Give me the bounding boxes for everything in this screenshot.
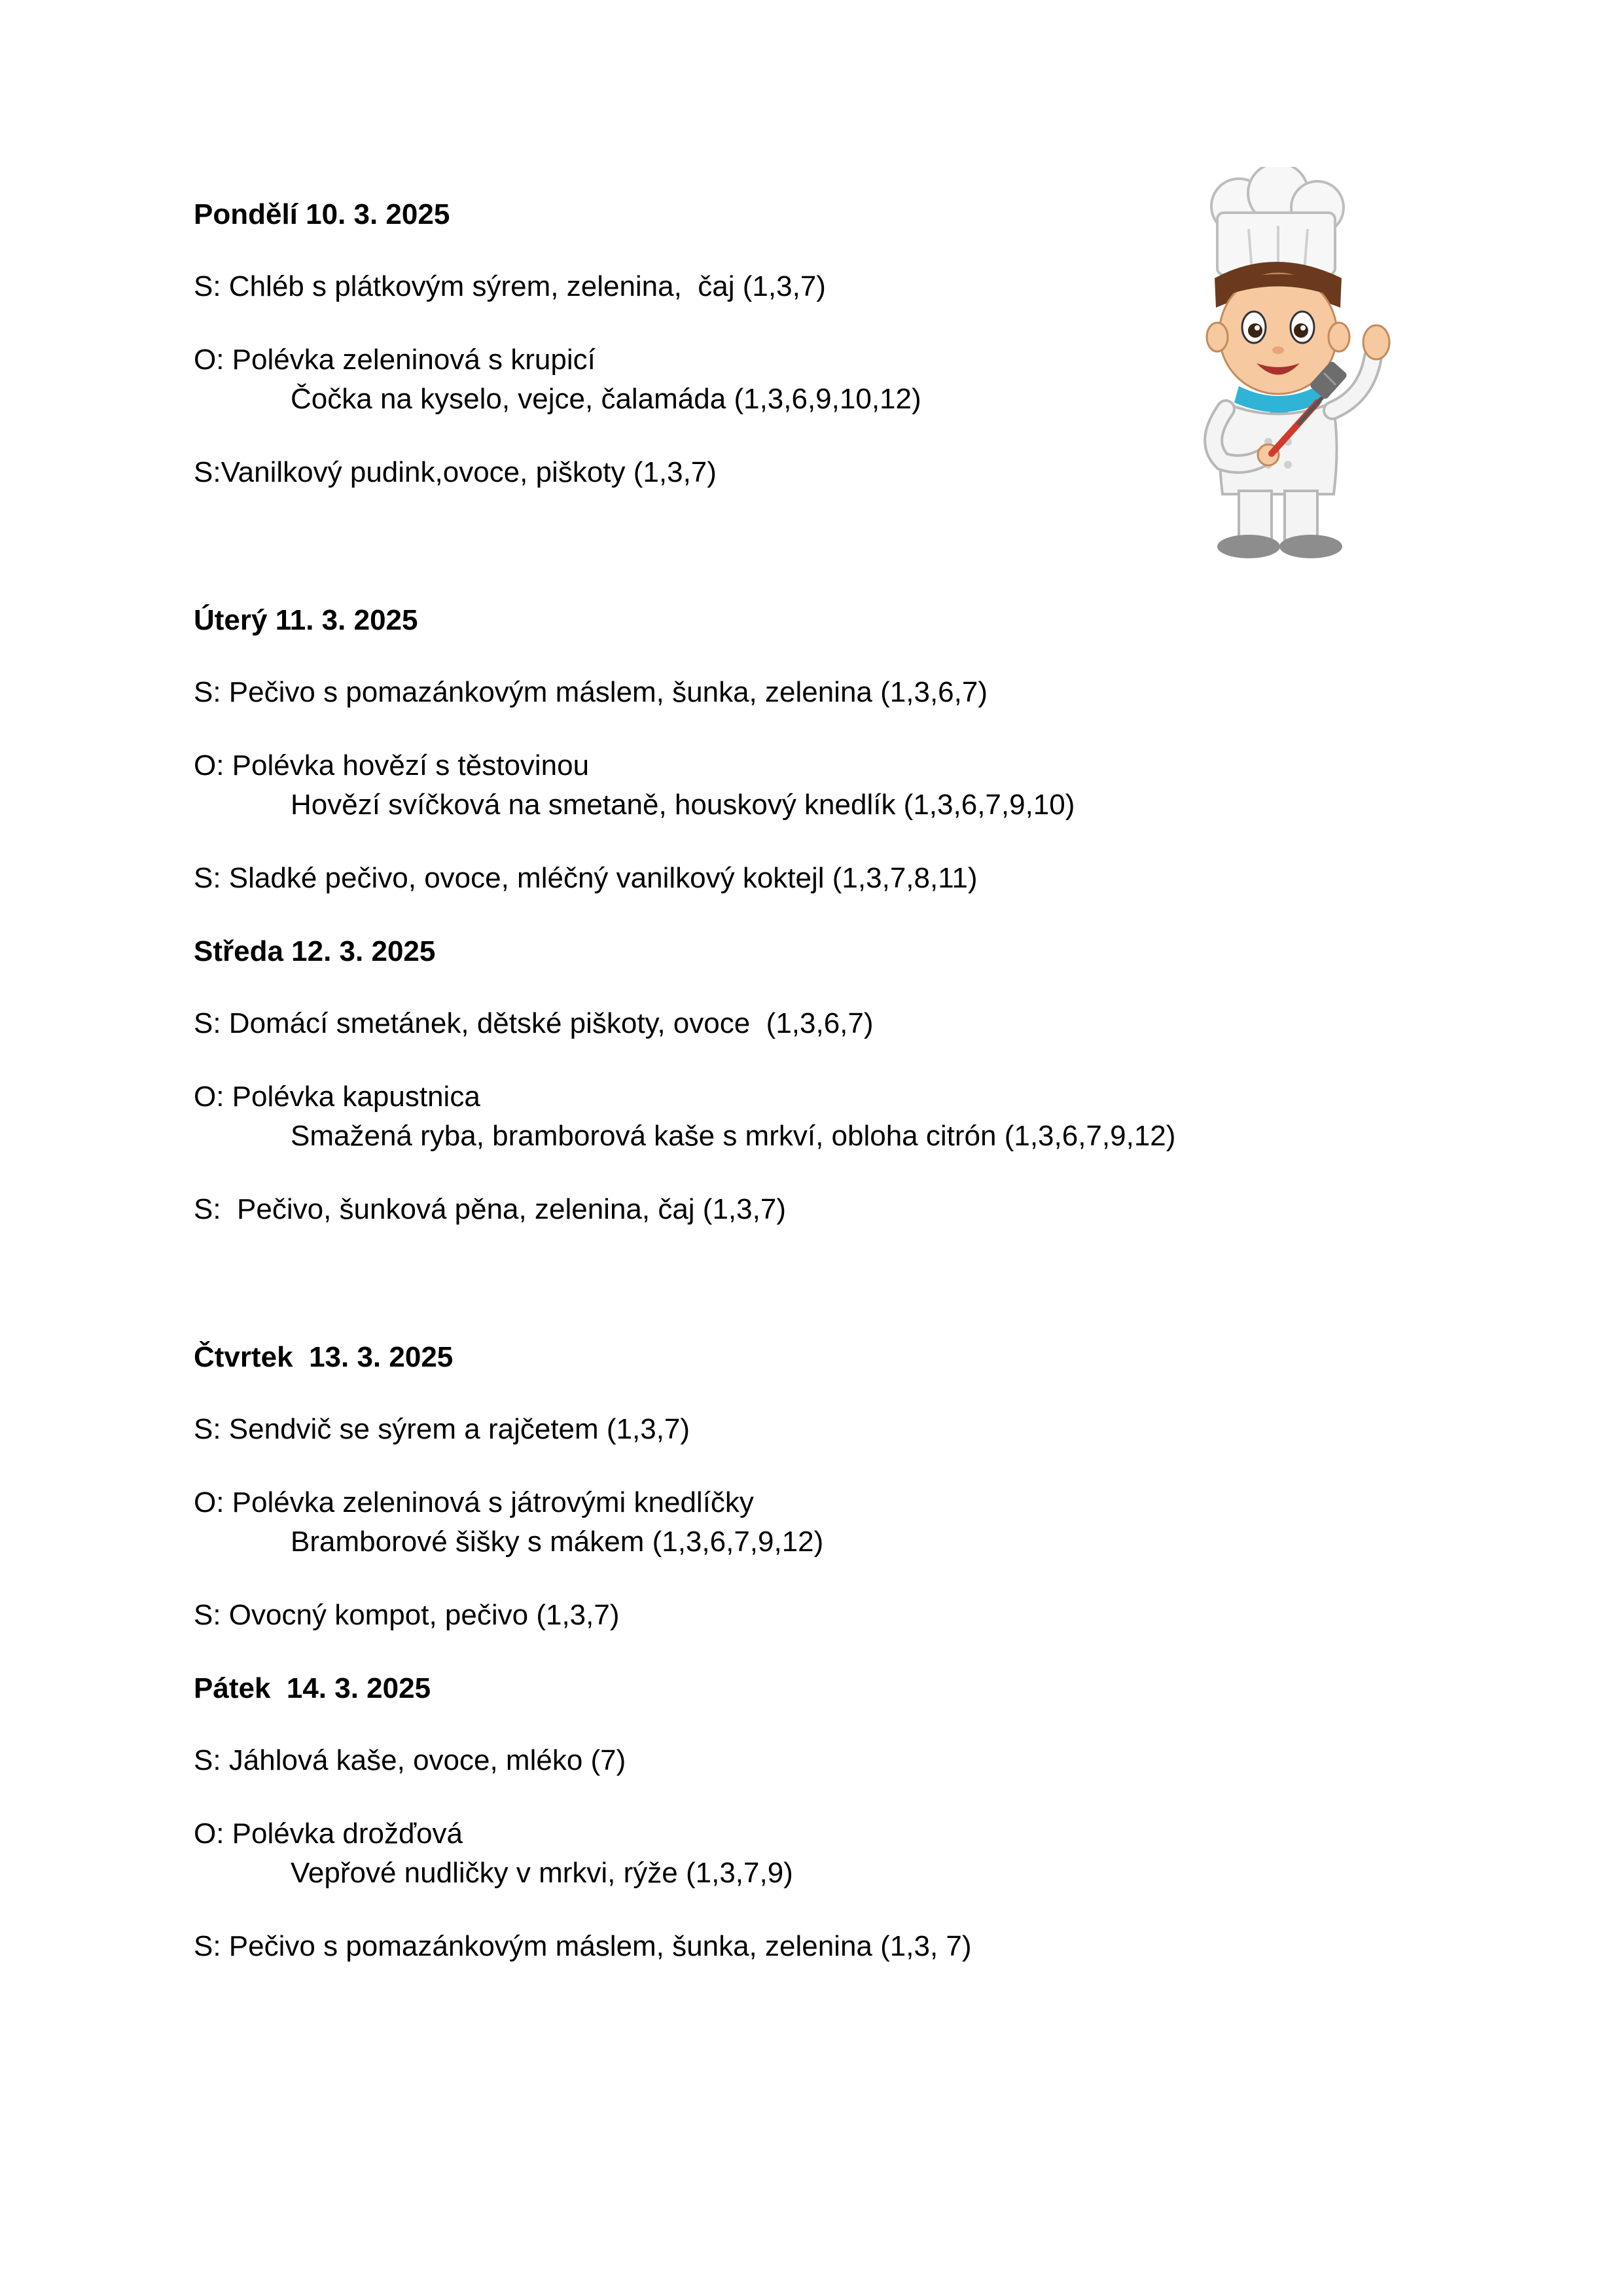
day-heading: Pátek 14. 3. 2025 bbox=[194, 1672, 431, 1704]
lunch-main: Hovězí svíčková na smetaně, houskový knedlík (1,3,6,7,9,10) bbox=[291, 789, 1075, 821]
lunch-soup: O: Polévka hovězí s těstovinou bbox=[194, 749, 590, 781]
lunch-soup: O: Polévka zeleninová s krupicí bbox=[194, 344, 596, 376]
afternoon-snack: S: Pečivo, šunková pěna, zelenina, čaj (1,3,7) bbox=[194, 1193, 786, 1225]
morning-snack: S: Chléb s plátkovým sýrem, zelenina, čaj (1,3,7) bbox=[194, 270, 826, 302]
day-heading: Středa 12. 3. 2025 bbox=[194, 935, 436, 967]
morning-snack: S: Domácí smetánek, dětské piškoty, ovoce (1,3,6,7) bbox=[194, 1007, 874, 1039]
chef-cartoon-icon bbox=[1177, 167, 1399, 563]
lunch-main: Vepřové nudličky v mrkvi, rýže (1,3,7,9) bbox=[291, 1857, 793, 1889]
lunch-soup: O: Polévka zeleninová s játrovými knedlíčky bbox=[194, 1486, 754, 1518]
day-heading: Úterý 11. 3. 2025 bbox=[194, 604, 418, 636]
lunch-soup: O: Polévka kapustnica bbox=[194, 1081, 480, 1113]
day-heading: Pondělí 10. 3. 2025 bbox=[194, 198, 450, 230]
lunch-main: Bramborové šišky s mákem (1,3,6,7,9,12) bbox=[291, 1526, 824, 1558]
afternoon-snack: S:Vanilkový pudink,ovoce, piškoty (1,3,7) bbox=[194, 456, 717, 488]
lunch-main: Smažená ryba, bramborová kaše s mrkví, obloha citrón (1,3,6,7,9,12) bbox=[291, 1120, 1176, 1152]
day-heading: Čtvrtek 13. 3. 2025 bbox=[194, 1341, 454, 1373]
afternoon-snack: S: Ovocný kompot, pečivo (1,3,7) bbox=[194, 1599, 620, 1631]
morning-snack: S: Sendvič se sýrem a rajčetem (1,3,7) bbox=[194, 1413, 690, 1445]
morning-snack: S: Jáhlová kaše, ovoce, mléko (7) bbox=[194, 1744, 626, 1776]
afternoon-snack: S: Pečivo s pomazánkovým máslem, šunka, zelenina (1,3, 7) bbox=[194, 1930, 972, 1962]
lunch-soup: O: Polévka drožďová bbox=[194, 1818, 463, 1850]
lunch-main: Čočka na kyselo, vejce, čalamáda (1,3,6,9,10,12) bbox=[291, 383, 921, 415]
chef-hat-icon bbox=[1211, 167, 1344, 275]
morning-snack: S: Pečivo s pomazánkovým máslem, šunka, zelenina (1,3,6,7) bbox=[194, 676, 988, 708]
afternoon-snack: S: Sladké pečivo, ovoce, mléčný vanilkový koktejl (1,3,7,8,11) bbox=[194, 862, 978, 894]
